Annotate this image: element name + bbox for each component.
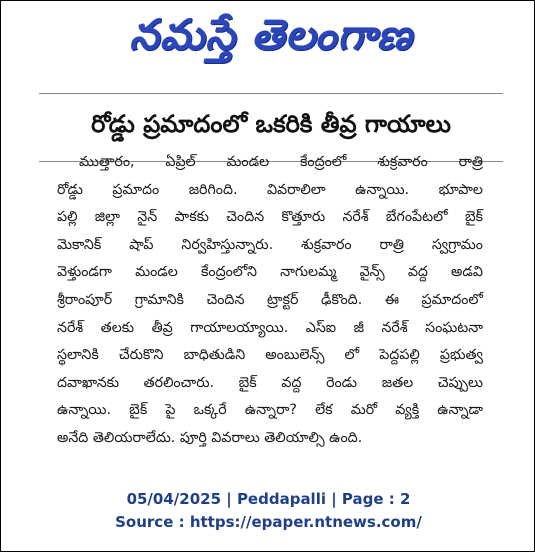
- clipping-cut-edge: [191, 464, 311, 468]
- article-line: దవాఖానకు తరలించారు. బైక్ వద్ద రెండు జతల చెప్పులు: [57, 374, 483, 391]
- article-body: [57, 149, 483, 453]
- article-line: ముత్తారం, ఏప్రిల్ మండల కేంద్రంలో శుక్రవారం రాత్రి: [79, 154, 483, 170]
- article-line: రోడ్డు ప్రమాదం జరిగింది. వివరాలిలా ఉన్నాయి. భూపాల: [57, 181, 483, 198]
- masthead-title: నమస్తే తెలంగాణ: [129, 10, 413, 59]
- article-line: అనేది తెలియరాలేదు. పూర్తి వివరాలు తెలియాల్సి ఉంది.: [57, 429, 363, 446]
- article-line: శ్రీరాంపూర్ గ్రామానికి చెందిన ట్రాక్టర్ ఢీకొంది. ఈ ప్రమాదంలో: [57, 291, 483, 308]
- newspaper-masthead: [71, 7, 471, 73]
- footer-edition-info: 05/04/2025 | Peddapalli | Page : 2: [126, 490, 411, 508]
- article-line: ఉన్నాయి. బైక్ పై ఒక్కరే ఉన్నారా? లేక మరో వ్యక్తి ఉన్నాడా: [57, 402, 483, 419]
- article-line: మెకానిక్ షాప్ నిర్వహిస్తున్నారు. శుక్రవారం రాత్రి స్వగ్రామం: [57, 236, 483, 253]
- article-line: స్థలానికి చేరుకొని బాధితుడిని అంబులెన్స్ లో పెద్దపల్లి ప్రభుత్వ: [57, 347, 483, 364]
- footer-source-link[interactable]: Source : https://epaper.ntnews.com/: [115, 513, 422, 531]
- article-line: వెళ్తుండగా మండల కేంద్రంలోని నాగులమ్మ వైన్స్ వద్ద అడవి: [57, 264, 483, 281]
- article-line: పల్లి జిల్లా నైన్ పాకకు చెందిన కొత్తూరు నరేశ్ బేగంపేటలో బైక్: [57, 209, 483, 226]
- article-headline: రోడ్డు ప్రమాదంలో ఒకరికి తీవ్ర గాయాలు: [91, 110, 451, 138]
- headline-top-rule: [39, 93, 503, 94]
- article-line: నరేశ్ తలకు తీవ్ర గాయాలయ్యాయి. ఎస్ఐ జీ నరేశ్ సంఘటనా: [57, 319, 483, 336]
